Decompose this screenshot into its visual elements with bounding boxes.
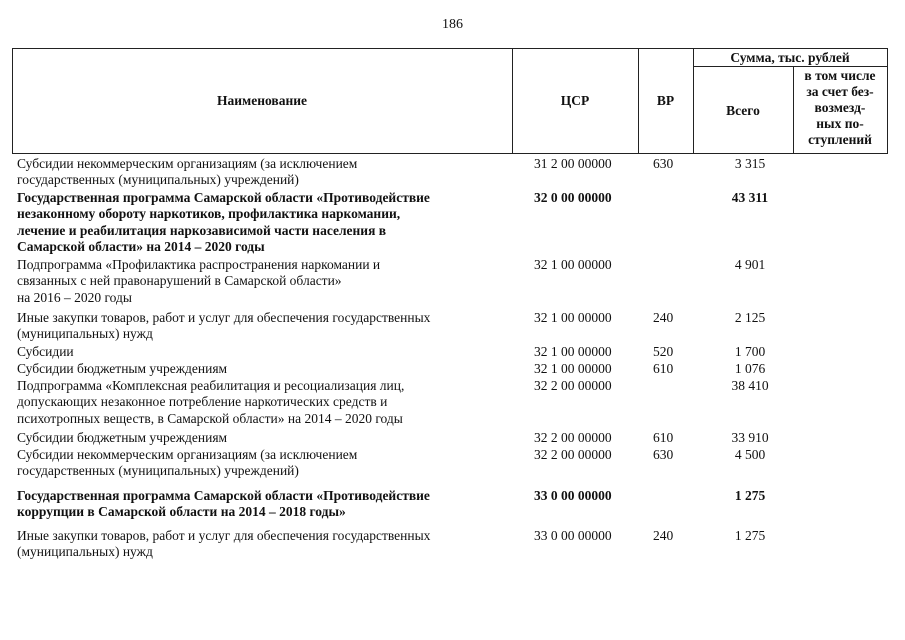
row-csr: 32 2 00 00000 bbox=[534, 378, 612, 393]
row-name-line: Субсидии bbox=[17, 344, 74, 359]
header-border-right bbox=[887, 48, 888, 154]
row-name-line: Иные закупки товаров, работ и услуг для обеспечения государственных bbox=[17, 310, 431, 325]
row-name-line: (муниципальных) нужд bbox=[17, 544, 153, 560]
row-total: 1 076 bbox=[734, 361, 766, 376]
header-csr: ЦСР bbox=[560, 93, 590, 108]
row-name-line: Субсидии бюджетным учреждениям bbox=[17, 361, 228, 376]
row-vr: 630 bbox=[653, 156, 674, 171]
row-csr: 32 2 00 00000 bbox=[534, 430, 612, 445]
header-vr: ВР bbox=[656, 93, 675, 108]
row-total: 3 315 bbox=[734, 156, 766, 171]
table-header bbox=[12, 48, 888, 154]
row-total: 4 901 bbox=[734, 257, 766, 272]
row-name-line: допускающих незаконное потребление наркотических средств и bbox=[17, 394, 388, 410]
header-incl-line: в том числе bbox=[804, 68, 876, 83]
row-vr: 240 bbox=[653, 528, 674, 543]
row-name-line: Государственная программа Самарской области «Противодействие bbox=[17, 190, 430, 205]
header-incl-line: ступлений bbox=[808, 132, 872, 147]
row-vr: 520 bbox=[653, 344, 674, 359]
row-name-line: на 2016 – 2020 годы bbox=[17, 289, 132, 305]
row-name bbox=[17, 361, 517, 377]
row-name bbox=[17, 488, 517, 521]
header-incl-line: возмезд- bbox=[814, 100, 866, 115]
header-top-border bbox=[12, 48, 888, 49]
row-name-line: Государственная программа Самарской области «Противодействие bbox=[17, 488, 430, 503]
row-name bbox=[17, 156, 517, 189]
row-csr: 32 1 00 00000 bbox=[534, 310, 612, 325]
row-csr: 33 0 00 00000 bbox=[534, 488, 612, 503]
row-total: 43 311 bbox=[731, 190, 769, 205]
row-vr: 610 bbox=[653, 361, 674, 376]
row-name-line: психотропных веществ, в Самарской области» на 2014 – 2020 годы bbox=[17, 410, 403, 426]
row-name-line: незаконному обороту наркотиков, профилактика наркомании, bbox=[17, 206, 401, 222]
row-name-line: коррупции в Самарской области на 2014 – 2018 годы» bbox=[17, 504, 346, 520]
row-csr: 32 1 00 00000 bbox=[534, 257, 612, 272]
row-total: 1 275 bbox=[734, 528, 766, 543]
page-number: 186 bbox=[442, 17, 463, 32]
header-incl-line: за счет без- bbox=[806, 84, 874, 99]
row-total: 38 410 bbox=[731, 378, 769, 393]
row-name-line: Субсидии некоммерческим организациям (за исключением bbox=[17, 156, 358, 171]
row-vr: 610 bbox=[653, 430, 674, 445]
row-name-line: государственных (муниципальных) учреждений) bbox=[17, 463, 299, 479]
row-total: 1 275 bbox=[734, 488, 766, 503]
header-bottom-border bbox=[12, 153, 888, 154]
row-name-line: Субсидии бюджетным учреждениям bbox=[17, 430, 228, 445]
header-sum: Сумма, тыс. рублей bbox=[730, 50, 850, 65]
row-name-line: Подпрограмма «Профилактика распространения наркомании и bbox=[17, 257, 381, 272]
row-name bbox=[17, 310, 517, 343]
row-name bbox=[17, 378, 517, 427]
row-total: 2 125 bbox=[734, 310, 766, 325]
row-name bbox=[17, 257, 517, 306]
row-name bbox=[17, 528, 517, 561]
row-name bbox=[17, 190, 517, 255]
row-csr: 32 0 00 00000 bbox=[534, 190, 612, 205]
row-csr: 33 0 00 00000 bbox=[534, 528, 612, 543]
row-total: 1 700 bbox=[734, 344, 766, 359]
header-name: Наименование bbox=[217, 93, 307, 108]
header-incl-line: ных по- bbox=[816, 116, 864, 131]
row-csr: 31 2 00 00000 bbox=[534, 156, 612, 171]
sum-divider bbox=[693, 66, 888, 67]
row-total: 33 910 bbox=[731, 430, 769, 445]
row-name-line: Субсидии некоммерческим организациям (за исключением bbox=[17, 447, 358, 462]
row-csr: 32 2 00 00000 bbox=[534, 447, 612, 462]
header-total: Всего bbox=[726, 103, 760, 118]
row-name bbox=[17, 344, 517, 360]
row-name-line: связанных с ней правонарушений в Самарской области» bbox=[17, 273, 342, 289]
row-total: 4 500 bbox=[734, 447, 766, 462]
row-csr: 32 1 00 00000 bbox=[534, 344, 612, 359]
row-vr: 240 bbox=[653, 310, 674, 325]
row-csr: 32 1 00 00000 bbox=[534, 361, 612, 376]
row-name-line: Подпрограмма «Комплексная реабилитация и ресоциализация лиц, bbox=[17, 378, 405, 393]
header-incl bbox=[793, 68, 887, 148]
row-name-line: Самарской области» на 2014 – 2020 годы bbox=[17, 238, 265, 254]
row-name-line: (муниципальных) нужд bbox=[17, 326, 153, 342]
row-name-line: лечение и реабилитация наркозависимой части населения в bbox=[17, 222, 387, 238]
row-name-line: Иные закупки товаров, работ и услуг для обеспечения государственных bbox=[17, 528, 431, 543]
row-vr: 630 bbox=[653, 447, 674, 462]
row-name bbox=[17, 447, 517, 480]
row-name-line: государственных (муниципальных) учреждений) bbox=[17, 172, 299, 188]
row-name bbox=[17, 430, 517, 446]
